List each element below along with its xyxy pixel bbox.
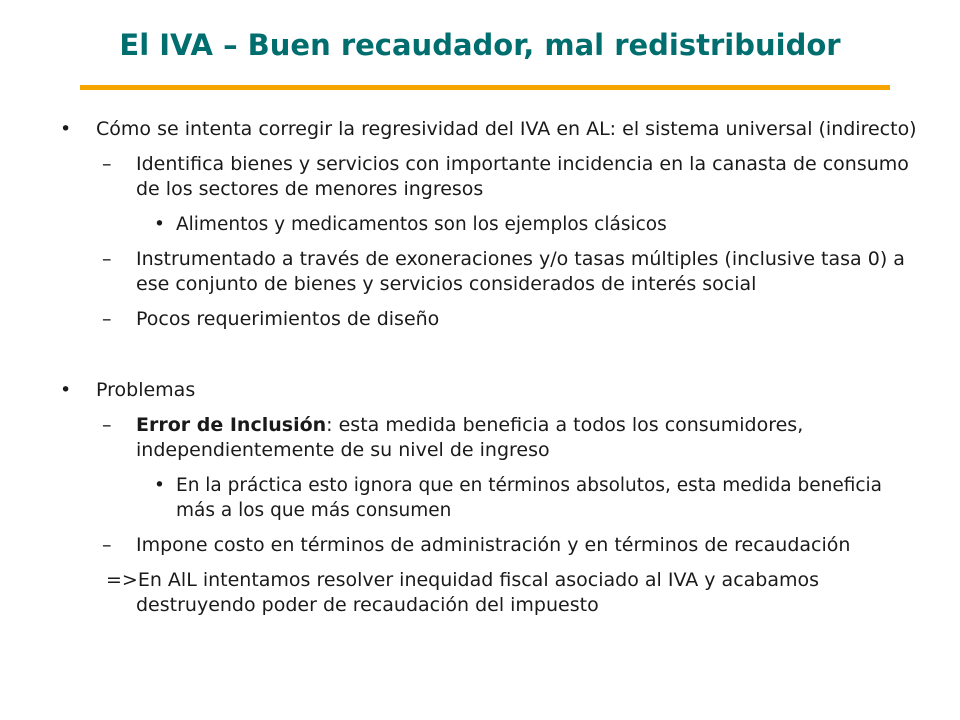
bullet-marker: • [60, 379, 72, 401]
sub-bullet-text: Impone costo en términos de administración y en términos de recaudación [136, 534, 851, 556]
sub-bullet-item [60, 307, 920, 332]
sub-bullet-text: : esta medida beneficia a todos los consumidores, independientemente de su nivel de ingreso [136, 414, 804, 461]
sub-bullet-item [60, 533, 920, 558]
dash-marker: – [102, 248, 112, 270]
title-underline [80, 85, 890, 90]
sub-sub-bullet-text: Alimentos y medicamentos son los ejemplos clásicos [176, 214, 667, 235]
bullet-item [60, 378, 920, 403]
sub-bullet-text: Pocos requerimientos de diseño [136, 308, 440, 330]
sub-bullet-item [60, 152, 920, 202]
sub-sub-bullet-item [60, 473, 920, 523]
sub-sub-bullet-text: En la práctica esto ignora que en términos absolutos, esta medida beneficia más a los que más consumen [176, 475, 883, 521]
dash-marker: – [102, 414, 112, 436]
sub-bullet-item [60, 413, 920, 463]
dash-marker: – [102, 308, 112, 330]
conclusion-line: =>En AlL intentamos resolver inequidad fiscal asociado al IVA y acabamos destruyendo poder de recaudación del impuesto [106, 569, 820, 616]
bullet-text: Cómo se intenta corregir la regresividad del IVA en AL: el sistema universal (indirecto) [96, 118, 917, 140]
slide-body [60, 117, 920, 618]
bullet-marker: • [60, 118, 72, 140]
bold-term: Error de Inclusión [136, 414, 327, 436]
bullet-item [60, 117, 920, 142]
bullet-marker: • [154, 475, 165, 496]
sub-bullet-item [60, 247, 920, 297]
dash-marker: – [102, 153, 112, 175]
sub-sub-bullet-item [60, 212, 920, 237]
dash-marker: – [102, 534, 112, 556]
sub-bullet-text: Instrumentado a través de exoneraciones y/o tasas múltiples (inclusive tasa 0) a ese conjunto de bienes y servicios considerados de interés social [136, 248, 905, 295]
bullet-marker: • [154, 214, 165, 235]
slide-title: El IVA – Buen recaudador, mal redistribuidor [119, 28, 841, 62]
bullet-text: Problemas [96, 379, 196, 401]
sub-bullet-text: Identifica bienes y servicios con importante incidencia en la canasta de consumo de los sectores de menores ingresos [136, 153, 909, 200]
